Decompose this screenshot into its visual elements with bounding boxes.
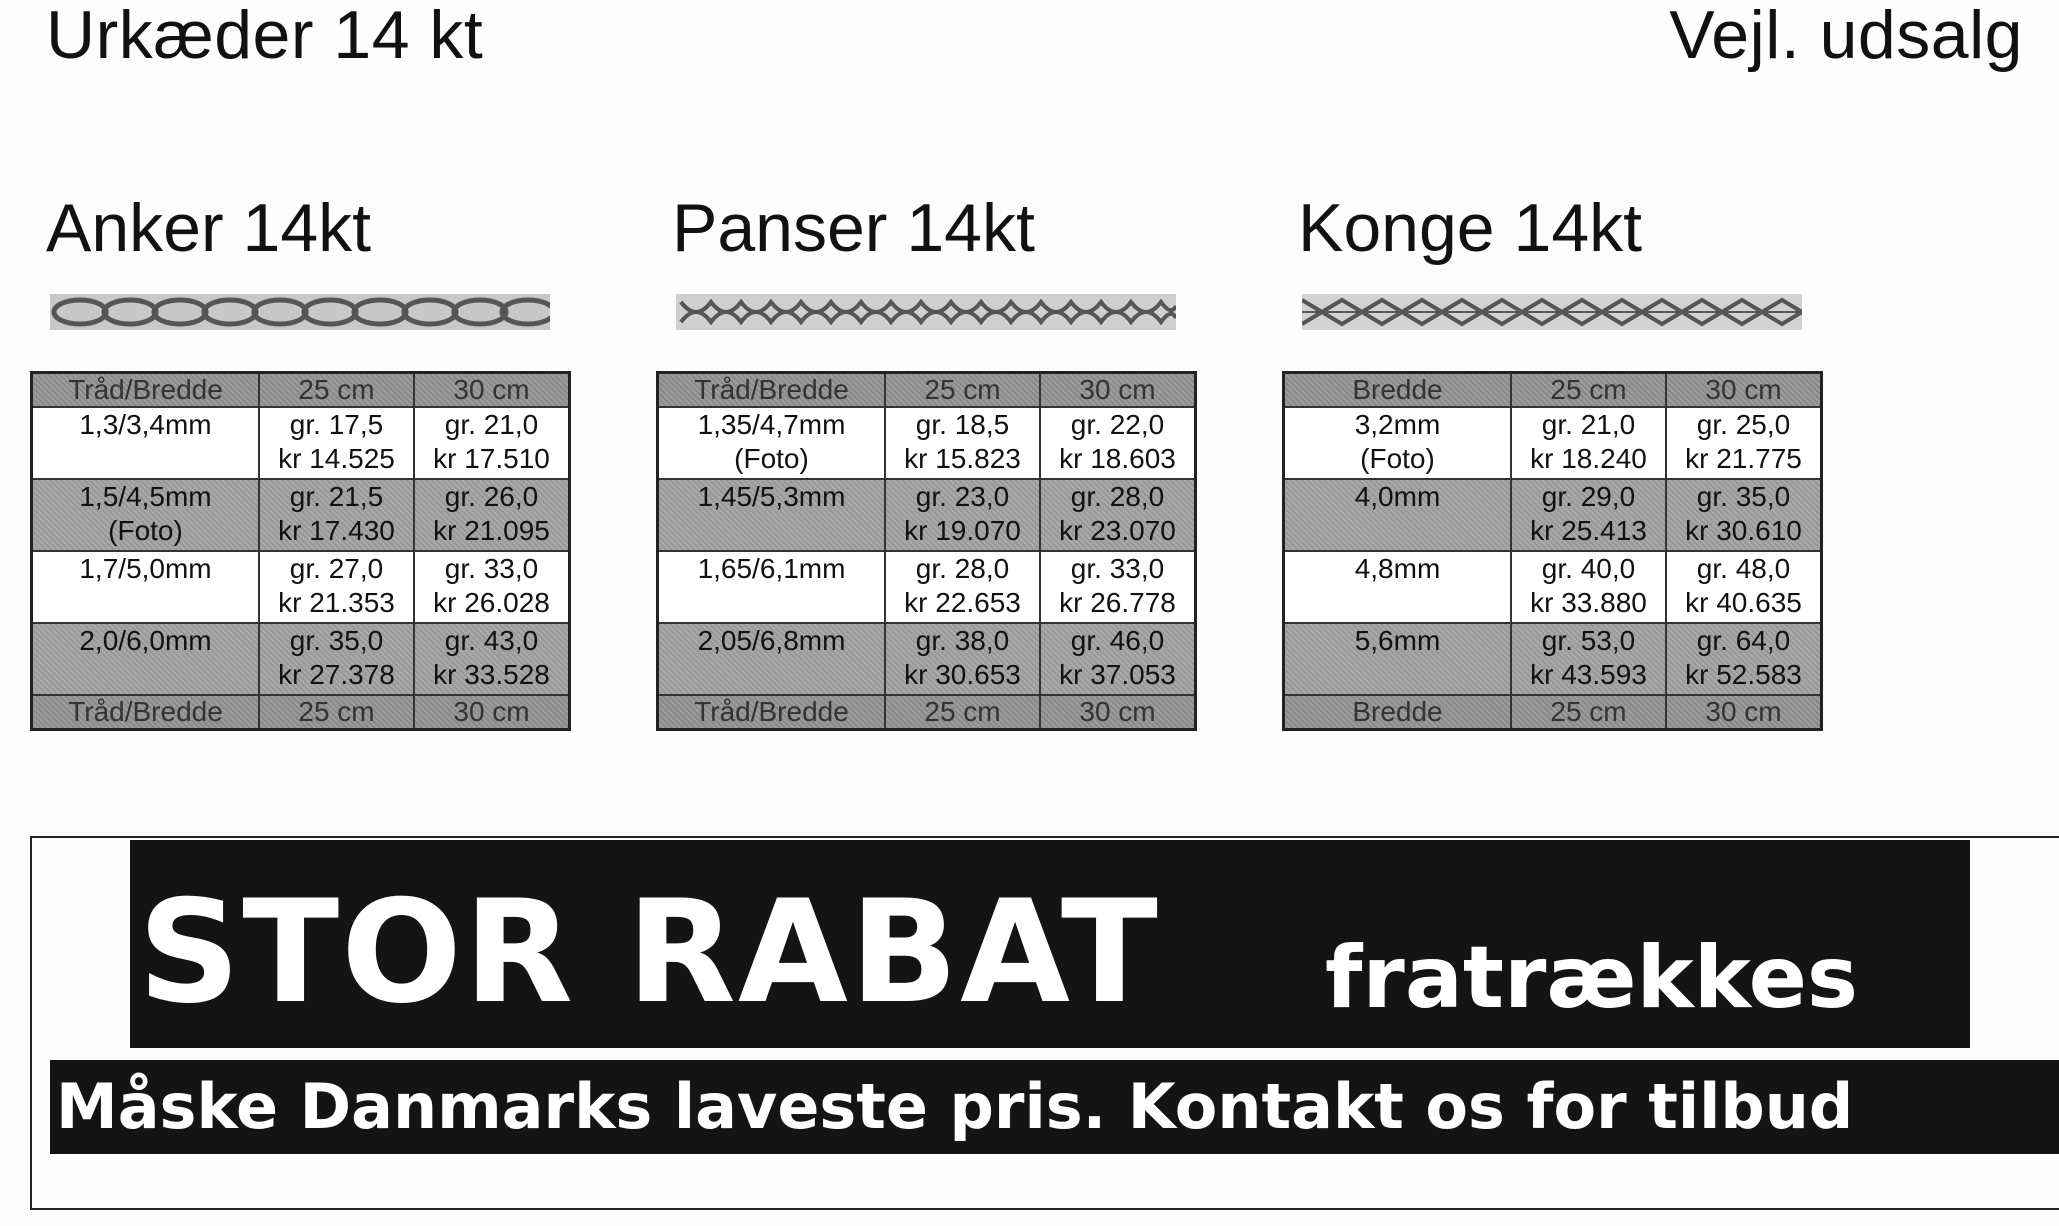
note-cell: (Foto) xyxy=(108,515,183,546)
weight-cell: gr. 23,0 xyxy=(915,481,1010,512)
weight-cell: gr. 38,0 xyxy=(915,625,1010,656)
weight-cell: gr. 21,5 xyxy=(289,481,384,512)
weight-cell: gr. 21,0 xyxy=(444,409,539,440)
col-header: 30 cm xyxy=(414,373,570,408)
price-cell: kr 37.053 xyxy=(1059,659,1176,690)
weight-cell: gr. 46,0 xyxy=(1070,625,1165,656)
size-cell: 1,65/6,1mm xyxy=(697,553,846,584)
table-row xyxy=(32,623,570,695)
table-row xyxy=(1284,407,1822,479)
price-table-anker xyxy=(30,371,571,731)
col-header: 30 cm xyxy=(1666,373,1822,408)
note-cell: (Foto) xyxy=(734,443,809,474)
price-cell: kr 17.510 xyxy=(433,443,550,474)
col-footer: 25 cm xyxy=(259,695,414,730)
col-footer: 30 cm xyxy=(1040,695,1196,730)
col-header: Bredde xyxy=(1284,373,1512,408)
col-header: Tråd/Bredde xyxy=(32,373,260,408)
size-cell: 1,45/5,3mm xyxy=(697,481,846,512)
table-row xyxy=(1284,623,1822,695)
weight-cell: gr. 29,0 xyxy=(1541,481,1636,512)
table-row xyxy=(658,479,1196,551)
size-cell: 1,7/5,0mm xyxy=(79,553,212,584)
col-header: Tråd/Bredde xyxy=(658,373,886,408)
col-footer: 30 cm xyxy=(1666,695,1822,730)
price-cell: kr 15.823 xyxy=(904,443,1021,474)
weight-cell: gr. 64,0 xyxy=(1696,625,1791,656)
chain-block-panser xyxy=(656,188,1201,338)
price-cell: kr 33.528 xyxy=(433,659,550,690)
page-title: Urkæder 14 kt xyxy=(46,0,484,73)
table-row xyxy=(658,407,1196,479)
table-row xyxy=(32,551,570,623)
weight-cell: gr. 43,0 xyxy=(444,625,539,656)
weight-cell: gr. 33,0 xyxy=(1070,553,1165,584)
weight-cell: gr. 17,5 xyxy=(289,409,384,440)
promo-subline: fratrækkes xyxy=(1325,928,1859,1028)
weight-cell: gr. 28,0 xyxy=(915,553,1010,584)
col-footer: Tråd/Bredde xyxy=(658,695,886,730)
price-cell: kr 30.653 xyxy=(904,659,1021,690)
table-row xyxy=(32,479,570,551)
price-cell: kr 26.028 xyxy=(433,587,550,618)
chain-title: Panser 14kt xyxy=(672,190,1035,266)
price-table-panser xyxy=(656,371,1197,731)
col-footer: Bredde xyxy=(1284,695,1512,730)
weight-cell: gr. 48,0 xyxy=(1696,553,1791,584)
col-header: 30 cm xyxy=(1040,373,1196,408)
table-row xyxy=(1284,479,1822,551)
weight-cell: gr. 18,5 xyxy=(915,409,1010,440)
size-cell: 5,6mm xyxy=(1354,625,1441,656)
chain-title: Anker 14kt xyxy=(46,190,372,266)
price-cell: kr 25.413 xyxy=(1530,515,1647,546)
price-table-konge xyxy=(1282,371,1823,731)
weight-cell: gr. 33,0 xyxy=(444,553,539,584)
price-cell: kr 43.593 xyxy=(1530,659,1647,690)
price-cell: kr 21.095 xyxy=(433,515,550,546)
price-cell: kr 27.378 xyxy=(278,659,395,690)
size-cell: 4,0mm xyxy=(1354,481,1441,512)
size-cell: 3,2mm xyxy=(1354,409,1441,440)
price-cell: kr 40.635 xyxy=(1685,587,1802,618)
col-header: 25 cm xyxy=(1511,373,1666,408)
price-cell: kr 52.583 xyxy=(1685,659,1802,690)
price-cell: kr 22.653 xyxy=(904,587,1021,618)
col-footer: 30 cm xyxy=(414,695,570,730)
price-cell: kr 30.610 xyxy=(1685,515,1802,546)
anker-chain-image xyxy=(50,286,550,338)
price-cell: kr 21.353 xyxy=(278,587,395,618)
table-row xyxy=(658,623,1196,695)
col-header: 25 cm xyxy=(259,373,414,408)
price-cell: kr 33.880 xyxy=(1530,587,1647,618)
col-footer: 25 cm xyxy=(885,695,1040,730)
price-cell: kr 26.778 xyxy=(1059,587,1176,618)
panser-chain-image xyxy=(676,286,1176,338)
col-footer: 25 cm xyxy=(1511,695,1666,730)
price-cell: kr 17.430 xyxy=(278,515,395,546)
size-cell: 2,0/6,0mm xyxy=(79,625,212,656)
size-cell: 2,05/6,8mm xyxy=(697,625,846,656)
weight-cell: gr. 40,0 xyxy=(1541,553,1636,584)
col-header: 25 cm xyxy=(885,373,1040,408)
promo-banner xyxy=(130,840,1970,1048)
price-cell: kr 14.525 xyxy=(278,443,395,474)
weight-cell: gr. 26,0 xyxy=(444,481,539,512)
weight-cell: gr. 35,0 xyxy=(289,625,384,656)
price-cell: kr 23.070 xyxy=(1059,515,1176,546)
konge-chain-image xyxy=(1302,286,1802,338)
chain-block-konge xyxy=(1282,188,1827,338)
weight-cell: gr. 25,0 xyxy=(1696,409,1791,440)
size-cell: 4,8mm xyxy=(1354,553,1441,584)
table-row xyxy=(1284,551,1822,623)
weight-cell: gr. 27,0 xyxy=(289,553,384,584)
price-cell: kr 18.240 xyxy=(1530,443,1647,474)
size-cell: 1,35/4,7mm xyxy=(697,409,846,440)
table-row xyxy=(658,551,1196,623)
promo-headline: STOR RABAT xyxy=(138,870,1160,1035)
table-row xyxy=(32,407,570,479)
chain-block-anker xyxy=(30,188,575,338)
note-cell: (Foto) xyxy=(1360,443,1435,474)
weight-cell: gr. 22,0 xyxy=(1070,409,1165,440)
size-cell: 1,3/3,4mm xyxy=(79,409,212,440)
col-footer: Tråd/Bredde xyxy=(32,695,260,730)
promo-tagline: Måske Danmarks laveste pris. Kontakt os for tilbud xyxy=(50,1060,2059,1154)
weight-cell: gr. 53,0 xyxy=(1541,625,1636,656)
weight-cell: gr. 28,0 xyxy=(1070,481,1165,512)
price-cell: kr 21.775 xyxy=(1685,443,1802,474)
size-cell: 1,5/4,5mm xyxy=(79,481,212,512)
price-cell: kr 18.603 xyxy=(1059,443,1176,474)
weight-cell: gr. 21,0 xyxy=(1541,409,1636,440)
weight-cell: gr. 35,0 xyxy=(1696,481,1791,512)
chain-title: Konge 14kt xyxy=(1298,190,1643,266)
page-subtitle: Vejl. udsalg xyxy=(1669,0,2023,73)
price-cell: kr 19.070 xyxy=(904,515,1021,546)
